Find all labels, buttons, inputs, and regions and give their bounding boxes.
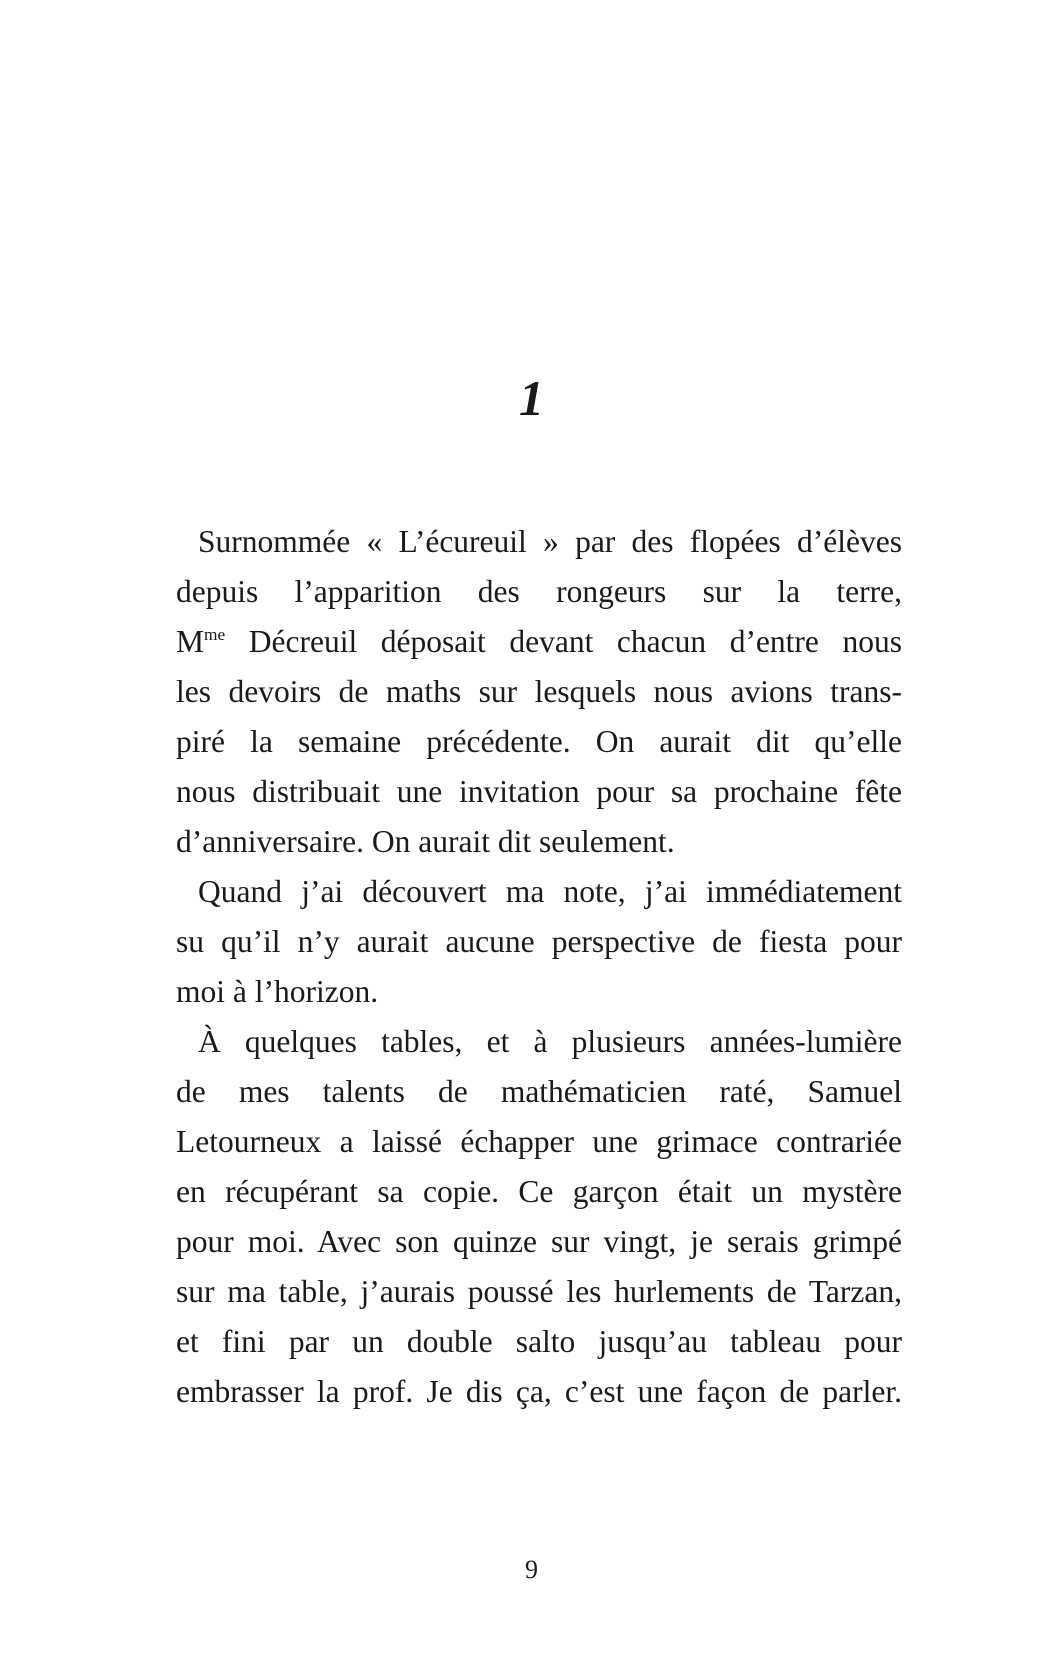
text-line: de mes talents de mathématicien raté, Samuel (176, 1074, 902, 1109)
text-line: Letourneux a laissé échapper une grimace contrariée (176, 1124, 902, 1159)
text-line: depuis l’apparition des rongeurs sur la terre, (176, 574, 902, 609)
text-line: les devoirs de maths sur lesquels nous avions trans- (176, 674, 902, 709)
text-line: nous distribuait une invitation pour sa prochaine fête (176, 774, 902, 809)
text-line: pour moi. Avec son quinze sur vingt, je serais grimpé (176, 1224, 902, 1259)
text-line: et fini par un double salto jusqu’au tableau pour (176, 1324, 902, 1359)
text-line: en récupérant sa copie. Ce garçon était un mystère (176, 1174, 902, 1209)
text-line: moi à l’horizon. (176, 974, 379, 1009)
text-line-with-title (176, 617, 902, 667)
text-line: Quand j’ai découvert ma note, j’ai immédiatement (198, 874, 902, 909)
chapter-number: 1 (519, 370, 544, 426)
page-number: 9 (525, 1555, 538, 1584)
text-line: Surnommée « L’écureuil » par des flopées d’élèves (198, 524, 902, 559)
text-line: À quelques tables, et à plusieurs années-lumière (198, 1024, 902, 1059)
paragraph-2 (176, 867, 902, 1017)
body-text (176, 517, 902, 1417)
paragraph-3 (176, 1017, 902, 1417)
text-line: sur ma table, j’aurais poussé les hurlements de Tarzan, (176, 1274, 902, 1309)
text-line-rest: Décreuil déposait devant chacun d’entre nous (248, 624, 902, 659)
text-line: embrasser la prof. Je dis ça, c’est une façon de parler. (176, 1374, 902, 1409)
title-abbrev: M (176, 624, 205, 659)
title-superscript: me (204, 624, 226, 644)
text-line: su qu’il n’y aurait aucune perspective de fiesta pour (176, 924, 902, 959)
text-line: d’anniversaire. On aurait dit seulement. (176, 824, 675, 859)
text-line: piré la semaine précédente. On aurait dit qu’elle (176, 724, 902, 759)
paragraph-1 (176, 517, 902, 867)
